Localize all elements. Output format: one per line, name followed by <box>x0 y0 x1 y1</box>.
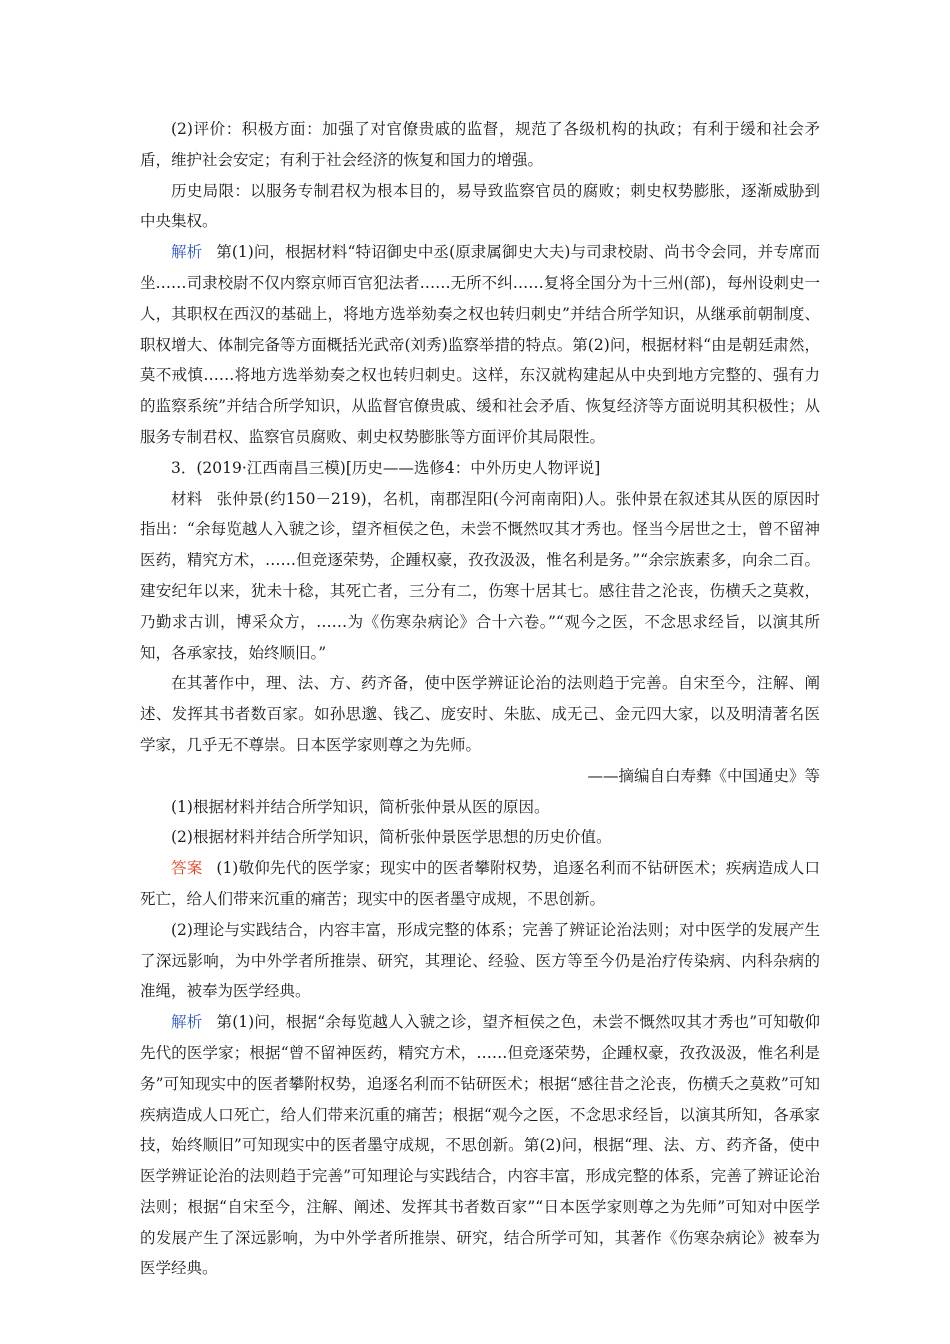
analysis-label-2: 解析 <box>171 1013 203 1032</box>
q3-header: 3．(2019·江西南昌三模)[历史——选修4：中外历史人物评说] <box>171 458 601 477</box>
q3-answer-2: (2)理论与实践结合，内容丰富，形成完整的体系；完善了辨证论治法则；对中医学的发展产生了深远影响，为中外学者所推崇、研究，其理论、经验、医方等至今仍是治疗传染病、内科杂病的准绳，被奉为医学经典。 <box>140 920 820 1001</box>
q3-question-2: (2)根据材料并结合所学知识，简析张仲景医学思想的历史价值。 <box>171 828 612 847</box>
q3-material-paragraph <box>140 484 820 669</box>
document-body <box>140 114 820 1284</box>
answer-label: 答案 <box>171 859 203 878</box>
q3-source-citation: ——摘编自白寿彝《中国通史》等 <box>587 766 820 785</box>
q3-answer-paragraph <box>140 853 820 915</box>
q2-historical-limits: 历史局限：以服务专制君权为根本目的，易导致监察官员的腐败；刺史权势膨胀，逐渐威胁到中央集权。 <box>140 181 820 231</box>
q3-material-paragraph-2: 在其著作中，理、法、方、药齐备，使中医学辨证论治的法则趋于完善。自宋至今，注解、阐述、发挥其书者数百家。如孙思邈、钱乙、庞安时、朱肱、成无己、金元四大家，以及明清著名医学家，几乎无不尊崇。日本医学家则尊之为先师。 <box>140 674 820 754</box>
q3-material-text: 张仲景(约150－219)，名机，南郡涅阳(今河南南阳)人。张仲景在叙述其从医的原因时指出：“余每览越人入虢之诊，望齐桓侯之色，未尝不慨然叹其才秀也。怪当今居世之士，曾不留神医药，精究方术，……但竞逐荣势，企踵权豪，孜孜汲汲，惟名利是务。”“余宗族素多，向余二百。建安纪年以来，犹未十稔，其死亡者，三分有二，伤寒十居其七。感往昔之沦丧，伤横夭之莫救，乃勤求古训，博采众方，……为《伤寒杂病论》合十六卷。”“观今之医，不念思求经旨，以演其所知，各承家技，始终顺旧。” <box>140 489 820 662</box>
q3-question-1: (1)根据材料并结合所学知识，简析张仲景从医的原因。 <box>171 797 550 816</box>
q3-analysis-text: 第(1)问，根据“余每览越人入虢之诊，望齐桓侯之色，未尝不慨然叹其才秀也”可知敬仰先代的医学家；根据“曾不留神医药，精究方术，……但竞逐荣势，企踵权豪，孜孜汲汲，惟名利是务”可知现实中的医者攀附权势，追逐名利而不钻研医术；根据“感往昔之沦丧，伤横夭之莫救”可知疾病造成人口死亡，给人们带来沉重的痛苦；根据“观今之医，不念思求经旨，以演其所知，各承家技，始终顺旧”可知现实中的医者墨守成规，不思创新。第(2)问，根据“理、法、方、药齐备，使中医学辨证论治的法则趋于完善”可知理论与实践结合，内容丰富，形成完整的体系，完善了辨证论治法则；根据“自宋至今，注解、阐述、发挥其书者数百家”“日本医学家则尊之为先师”可知对中医学的发展产生了深远影响，为中外学者所推崇、研究，结合所学可知，其著作《伤寒杂病论》被奉为医学经典。 <box>140 1013 820 1278</box>
material-label: 材料 <box>171 489 203 508</box>
q2-analysis-text: 第(1)问，根据材料“特诏御史中丞(原隶属御史大夫)与司隶校尉、尚书令会同，并专席而坐……司隶校尉不仅内察京师百官犯法者……无所不纠……复将全国分为十三州(部)，每州设刺史一人，其职权在西汉的基础上，将地方选举劾奏之权也转归刺史”并结合所学知识，从继承前朝制度、职权增大、体制完备等方面概括光武帝(刘秀)监察举措的特点。第(2)问，根据材料“由是朝廷肃然，莫不戒慎……将地方选举劾奏之权也转归刺史。这样，东汉就构建起从中央到地方完整的、强有力的监察系统”并结合所学知识，从监督官僚贵戚、缓和社会矛盾、恢复经济等方面说明其积极性；从服务专制君权、监察官员腐败、刺史权势膨胀等方面评价其局限性。 <box>140 243 820 446</box>
q3-analysis-paragraph <box>140 1007 820 1284</box>
analysis-label: 解析 <box>171 243 203 262</box>
q2-analysis-paragraph <box>140 237 820 453</box>
q3-answer-1: (1)敬仰先代的医学家；现实中的医者攀附权势，追逐名利而不钻研医术；疾病造成人口死亡，给人们带来沉重的痛苦；现实中的医者墨守成规，不思创新。 <box>140 859 820 908</box>
q2-evaluation-answer: (2)评价：积极方面：加强了对官僚贵戚的监督，规范了各级机构的执政；有利于缓和社会矛盾，维护社会安定；有利于社会经济的恢复和国力的增强。 <box>140 120 820 169</box>
